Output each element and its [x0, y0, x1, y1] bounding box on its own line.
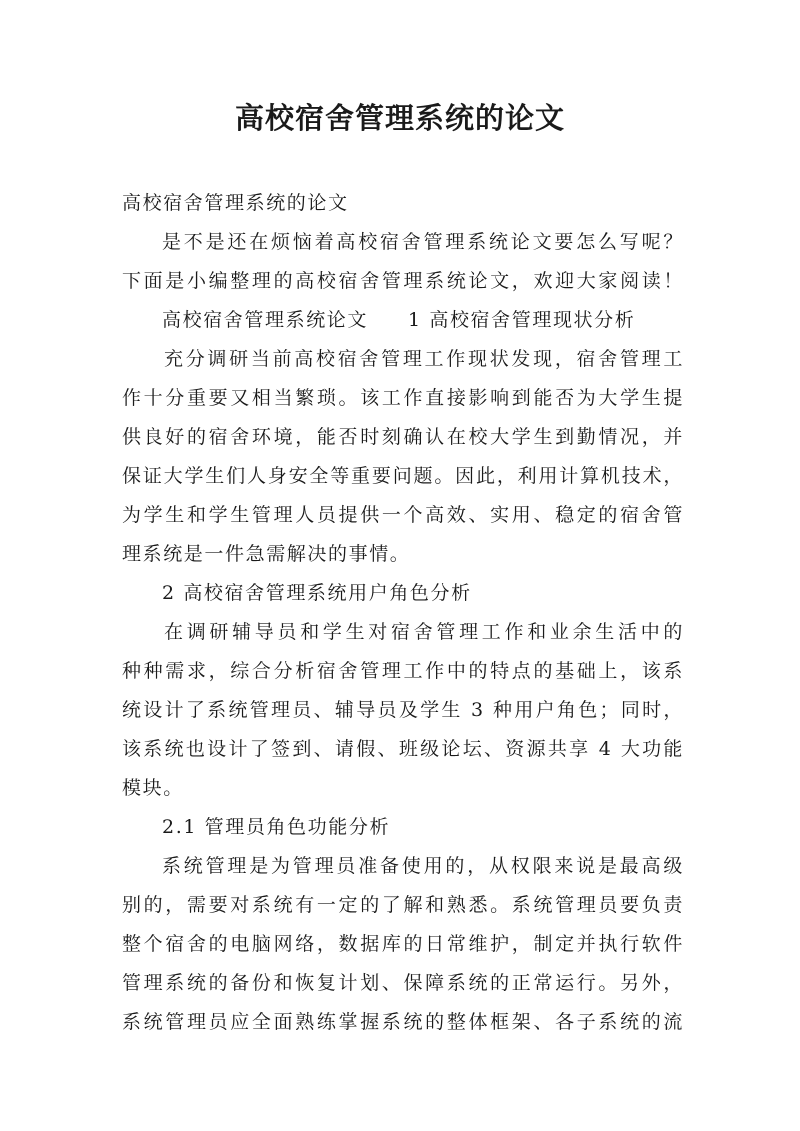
paragraph-line: 管理系统的备份和恢复计划、保障系统的正常运行。另外，: [122, 972, 684, 994]
paragraph-line: 该系统也设计了签到、请假、班级论坛、资源共享 4 大功能: [122, 738, 684, 760]
paragraph-line: 是不是还在烦恼着高校宿舍管理系统论文要怎么写呢？: [162, 231, 684, 253]
paragraph-line: 在调研辅导员和学生对宿舍管理工作和业余生活中的: [164, 621, 684, 643]
paragraph-line: 作十分重要又相当繁琐。该工作直接影响到能否为大学生提: [122, 387, 684, 409]
paragraph-line: 模块。: [122, 777, 184, 799]
section-heading: 2.1 管理员角色功能分析: [162, 816, 391, 838]
paragraph-line: 保证大学生们人身安全等重要问题。因此，利用计算机技术，: [122, 465, 684, 487]
paragraph-line: 种种需求，综合分析宿舍管理工作中的特点的基础上，该系: [122, 660, 684, 682]
document-title: 高校宿舍管理系统的论文: [234, 101, 565, 135]
paragraph-line: 供良好的宿舍环境，能否时刻确认在校大学生到勤情况，并: [122, 426, 684, 448]
document-body: [122, 184, 684, 1042]
paragraph-line: 为学生和学生管理人员提供一个高效、实用、稳定的宿舍管: [122, 504, 684, 526]
section-heading: 2 高校宿舍管理系统用户角色分析: [162, 582, 472, 604]
paragraph-line: 充分调研当前高校宿舍管理工作现状发现，宿舍管理工: [164, 348, 684, 370]
paragraph-line: 统设计了系统管理员、辅导员及学生 3 种用户角色；同时，: [122, 699, 684, 721]
section-heading: 1 高校宿舍管理现状分析: [408, 309, 636, 331]
paragraph-line: 理系统是一件急需解决的事情。: [122, 543, 411, 565]
paragraph-line: 高校宿舍管理系统的论文: [122, 192, 349, 214]
paragraph-line: 下面是小编整理的高校宿舍管理系统论文，欢迎大家阅读！: [122, 270, 684, 292]
paragraph-line: 整个宿舍的电脑网络，数据库的日常维护，制定并执行软件: [122, 933, 684, 955]
paragraph-line: 别的，需要对系统有一定的了解和熟悉。系统管理员要负责: [122, 894, 684, 916]
paragraph-line: 系统管理是为管理员准备使用的，从权限来说是最高级: [162, 855, 684, 877]
paragraph-line: [122, 301, 684, 340]
section-label: 高校宿舍管理系统论文: [162, 309, 369, 331]
paragraph-line: 系统管理员应全面熟练掌握系统的整体框架、各子系统的流: [122, 1011, 684, 1033]
